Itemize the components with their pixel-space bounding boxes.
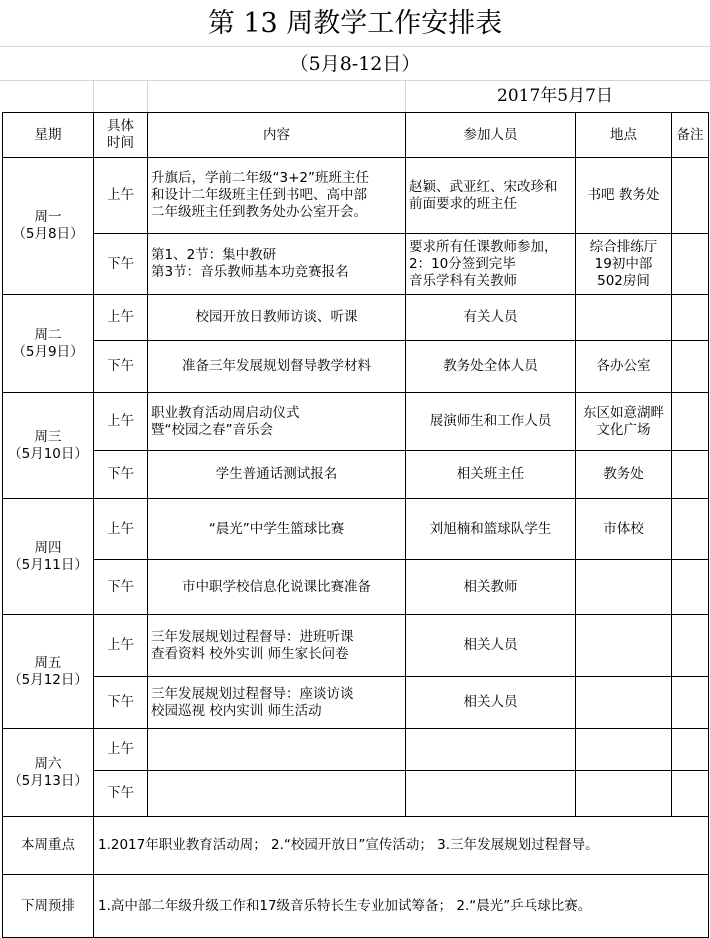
content-line: 三年发展规划过程督导：座谈访谈 — [151, 685, 354, 702]
people-cell — [406, 341, 576, 393]
table-row — [3, 771, 709, 817]
col-day-header: 星期 — [3, 113, 94, 158]
content-line: 升旗后，学前二年级“3+2”班班主任 — [151, 170, 369, 186]
summary-text: 1.高中部二年级升级工作和17级音乐特长生专业加试筹备； 2.“晨光”乒乓球比赛。 — [94, 875, 709, 938]
people-line: 相关班主任 — [456, 466, 525, 482]
table-row — [3, 341, 709, 393]
note-cell — [672, 499, 709, 560]
period-cell: 上午 — [94, 499, 148, 560]
note-cell — [672, 560, 709, 615]
content-cell — [148, 234, 406, 295]
day-cell — [3, 158, 94, 295]
people-cell — [406, 158, 576, 234]
people-line: 相关人员 — [463, 694, 518, 710]
content-cell — [148, 499, 406, 560]
people-line: 刘旭楠和篮球队学生 — [429, 520, 552, 537]
period-cell: 上午 — [94, 393, 148, 451]
people-line: 要求所有任课教师参加， — [409, 238, 558, 255]
summary-label: 本周重点 — [3, 817, 94, 875]
note-cell — [672, 771, 709, 817]
place-line: 19初中部 — [594, 255, 653, 272]
table-row — [3, 451, 709, 499]
sheet-header — [0, 0, 710, 112]
content-cell — [148, 729, 406, 771]
content-line: 暨“校园之春”音乐会 — [151, 421, 273, 438]
place-line: 教务处 — [603, 466, 644, 482]
place-cell — [576, 341, 672, 393]
table-row — [3, 677, 709, 729]
content-line: “晨光”中学生篮球比赛 — [208, 520, 345, 537]
people-line: 有关人员 — [463, 309, 518, 325]
table-row — [3, 234, 709, 295]
people-line: 展演师生和工作人员 — [429, 413, 552, 429]
place-line: 502房间 — [597, 272, 650, 289]
day-date: （5月8日） — [12, 226, 84, 242]
people-line: 音乐学科有关教师 — [409, 272, 517, 289]
table-row — [3, 560, 709, 615]
summary-text: 1.2017年职业教育活动周； 2.“校园开放日”宣传活动； 3.三年发展规划过程督导。 — [94, 817, 709, 875]
people-cell — [406, 393, 576, 451]
people-line: 前面要求的班主任 — [409, 195, 517, 212]
people-cell — [406, 499, 576, 560]
content-cell — [148, 393, 406, 451]
people-line: 教务处全体人员 — [443, 358, 538, 374]
day-cell — [3, 499, 94, 615]
place-cell — [576, 295, 672, 341]
content-cell — [148, 560, 406, 615]
people-cell — [406, 451, 576, 499]
content-line: 三年发展规划过程督导：进班听课 — [151, 628, 354, 645]
content-cell — [148, 451, 406, 499]
day-date: （5月11日） — [8, 556, 88, 573]
content-cell — [148, 677, 406, 729]
content-line: 查看资料 校外实训 师生家长问卷 — [151, 645, 349, 662]
page-title: 第 13 周教学工作安排表 — [207, 8, 503, 39]
grid-line — [147, 80, 148, 112]
content-line: 学生普通话测试报名 — [215, 466, 338, 482]
day-cell — [3, 729, 94, 817]
place-cell — [576, 677, 672, 729]
table-row — [3, 393, 709, 451]
content-line: 和设计二年级班主任到书吧、高中部 — [151, 187, 367, 203]
place-line: 东区如意湖畔 — [583, 404, 664, 421]
content-line: 校园开放日教师访谈、听课 — [195, 309, 358, 325]
day-date: （5月9日） — [12, 343, 84, 360]
content-cell — [148, 295, 406, 341]
day-label: 周一 — [34, 209, 62, 225]
day-label: 周六 — [34, 755, 62, 772]
content-line: 职业教育活动周启动仪式 — [151, 404, 300, 421]
place-cell — [576, 451, 672, 499]
place-line: 书吧 教务处 — [587, 187, 660, 203]
page-subtitle: （5月8-12日） — [289, 53, 421, 75]
content-line: 准备三年发展规划督导教学材料 — [182, 358, 371, 374]
grid-line — [93, 80, 94, 112]
summary-label: 下周预排 — [3, 875, 94, 938]
people-line: 赵颖、武亚红、宋改珍和 — [409, 178, 558, 195]
day-label: 周三 — [34, 428, 62, 445]
col-people-header: 参加人员 — [406, 113, 576, 158]
table-row — [3, 615, 709, 677]
place-line: 文化广场 — [596, 421, 651, 438]
table-row — [3, 295, 709, 341]
header-row — [3, 113, 709, 158]
content-line: 第1、2节：集中教研 — [151, 247, 277, 263]
note-cell — [672, 451, 709, 499]
place-line: 市体校 — [603, 520, 644, 537]
note-cell — [672, 615, 709, 677]
people-cell — [406, 771, 576, 817]
place-line: 各办公室 — [596, 358, 651, 374]
col-place-header: 地点 — [576, 113, 672, 158]
note-cell — [672, 729, 709, 771]
schedule-table — [2, 112, 709, 938]
col-content-header: 内容 — [148, 113, 406, 158]
place-cell — [576, 615, 672, 677]
period-cell: 下午 — [94, 677, 148, 729]
place-line: 综合排练厅 — [589, 238, 658, 255]
people-line: 相关教师 — [463, 578, 518, 595]
people-cell — [406, 234, 576, 295]
day-label: 周二 — [34, 326, 62, 343]
place-cell — [576, 393, 672, 451]
people-cell — [406, 295, 576, 341]
period-cell: 下午 — [94, 451, 148, 499]
content-cell — [148, 158, 406, 234]
note-cell — [672, 341, 709, 393]
table-row — [3, 729, 709, 771]
next-week-row — [3, 875, 709, 938]
content-cell — [148, 771, 406, 817]
grid-line — [0, 80, 710, 81]
people-cell — [406, 615, 576, 677]
day-cell — [3, 295, 94, 393]
issue-date: 2017年5月7日 — [497, 86, 613, 106]
table-row — [3, 158, 709, 234]
grid-line — [405, 80, 406, 112]
place-cell — [576, 158, 672, 234]
period-cell: 下午 — [94, 341, 148, 393]
note-cell — [672, 158, 709, 234]
day-date: （5月12日） — [8, 671, 88, 688]
period-cell: 下午 — [94, 560, 148, 615]
people-cell — [406, 560, 576, 615]
col-note-header: 备注 — [672, 113, 709, 158]
people-cell — [406, 677, 576, 729]
place-cell — [576, 771, 672, 817]
content-cell — [148, 341, 406, 393]
note-cell — [672, 677, 709, 729]
day-cell — [3, 615, 94, 729]
day-label: 周四 — [34, 539, 62, 556]
period-cell: 上午 — [94, 295, 148, 341]
table-row — [3, 499, 709, 560]
note-cell — [672, 234, 709, 295]
col-time-header — [94, 113, 148, 158]
place-cell — [576, 234, 672, 295]
content-line: 第3节：音乐教师基本功竞赛报名 — [151, 264, 349, 280]
content-cell — [148, 615, 406, 677]
place-cell — [576, 499, 672, 560]
content-line: 校园巡视 校内实训 师生活动 — [151, 702, 322, 719]
day-date: （5月13日） — [8, 772, 88, 789]
day-date: （5月10日） — [8, 445, 88, 462]
focus-row — [3, 817, 709, 875]
grid-line — [0, 46, 710, 47]
note-cell — [672, 295, 709, 341]
period-cell: 上午 — [94, 729, 148, 771]
content-line: 市中职学校信息化说课比赛准备 — [182, 578, 371, 595]
day-cell — [3, 393, 94, 499]
header-line: 时间 — [107, 135, 134, 151]
note-cell — [672, 393, 709, 451]
period-cell: 上午 — [94, 615, 148, 677]
people-line: 2：10分签到完毕 — [409, 255, 516, 272]
header-line: 具体 — [107, 118, 134, 134]
place-cell — [576, 729, 672, 771]
period-cell: 下午 — [94, 771, 148, 817]
period-cell: 上午 — [94, 158, 148, 234]
place-cell — [576, 560, 672, 615]
people-line: 相关人员 — [463, 637, 518, 653]
content-line: 二年级班主任到教务处办公室开会。 — [151, 204, 367, 220]
people-cell — [406, 729, 576, 771]
period-cell: 下午 — [94, 234, 148, 295]
day-label: 周五 — [34, 654, 62, 671]
